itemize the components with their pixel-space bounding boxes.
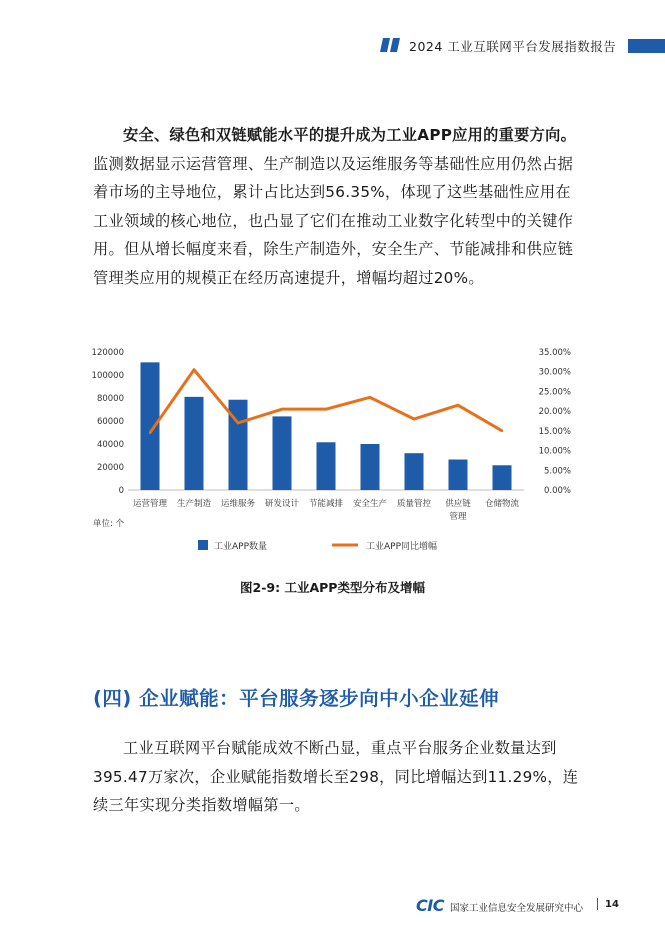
y-right-tick-label: 15.00%: [538, 426, 571, 437]
y-right-tick-label: 30.00%: [538, 367, 571, 378]
y-left-tick-label: 80000: [96, 394, 124, 404]
x-tick-label: 节能减排: [308, 499, 344, 509]
paragraph-body: 监测数据显示运营管理、生产制造以及运维服务等基础性应用仍然占据着市场的主导地位，累计占比达到56.35%，体现了这些基础性应用在工业领域的核心地位，也凸显了它们在推动工业数字化转型中的关键作用。但从增长幅度来看，除生产制造外，安全生产、节能减排和供应链管理类应用的规模正在经历高速提升，增幅均超过20%。: [93, 154, 574, 287]
line-point: [325, 408, 327, 410]
y-right-tick-label: 20.00%: [538, 407, 571, 418]
x-tick-label: 质量管控: [396, 499, 432, 509]
legend-line-label: 工业APP同比增幅: [366, 542, 438, 552]
y-left-tick-label: 40000: [96, 440, 124, 450]
legend-bar-swatch: [198, 540, 208, 550]
page-footer: [0, 896, 665, 916]
body-paragraph-2: [93, 734, 588, 820]
paragraph-body: 工业互联网平台赋能成效不断凸显，重点平台服务企业数量达到395.47万家次，企业赋能指数增长至298，同比增幅达到11.29%，连续三年实现分类指数增幅第一。: [93, 739, 579, 815]
x-tick-label: 仓储物流: [484, 499, 520, 509]
line-point: [149, 432, 151, 434]
legend-bar-label: 工业APP数量: [214, 542, 268, 552]
section-title: (四) 企业赋能：平台服务逐步向中小企业延伸: [93, 687, 500, 710]
y-right-tick-label: 10.00%: [538, 446, 571, 457]
y-right-tick-label: 0.00%: [543, 486, 571, 496]
footer-organization: 国家工业信息安全发展研究中心: [450, 903, 584, 914]
bar: [185, 397, 204, 490]
x-tick-label: 运维服务: [220, 499, 256, 509]
page-number: 14: [605, 899, 619, 910]
bar: [405, 453, 424, 490]
line-point: [457, 404, 459, 406]
y-right-tick-label: 35.00%: [538, 348, 571, 358]
x-tick-label: 供应链: [445, 499, 471, 509]
cic-logo: CIC: [416, 896, 444, 915]
footer-divider: [597, 898, 598, 910]
x-tick-label: 安全生产: [352, 499, 388, 509]
x-tick-label: 生产制造: [176, 499, 212, 509]
y-left-tick-label: 100000: [91, 371, 124, 381]
x-tick-label: 管理: [449, 512, 467, 522]
y-right-tick-label: 25.00%: [538, 387, 571, 398]
bar: [141, 362, 160, 490]
report-title: 2024 工业互联网平台发展指数报告: [409, 39, 617, 54]
line-point: [237, 422, 239, 424]
bar: [493, 465, 512, 490]
line-point: [413, 418, 415, 420]
y-right-tick-label: 5.00%: [543, 466, 571, 477]
bar: [273, 416, 292, 490]
y-left-tick-label: 60000: [96, 417, 124, 427]
line-point: [369, 396, 371, 398]
line-point: [281, 408, 283, 410]
x-tick-label: 研发设计: [264, 499, 300, 509]
line-point: [501, 430, 503, 432]
figure-caption: 图2-9: 工业APP类型分布及增幅: [240, 580, 425, 595]
y-left-tick-label: 120000: [91, 348, 124, 358]
bar: [449, 460, 468, 490]
x-tick-label: 运营管理: [132, 499, 168, 509]
y-left-tick-label: 20000: [96, 463, 124, 473]
y-left-tick-label: 0: [118, 486, 124, 496]
paragraph-lead: 安全、绿色和双链赋能水平的提升成为工业APP应用的重要方向。: [123, 126, 577, 144]
bar: [361, 444, 380, 490]
bar: [317, 442, 336, 490]
unit-label: 单位: 个: [93, 519, 125, 529]
line-point: [193, 369, 195, 371]
